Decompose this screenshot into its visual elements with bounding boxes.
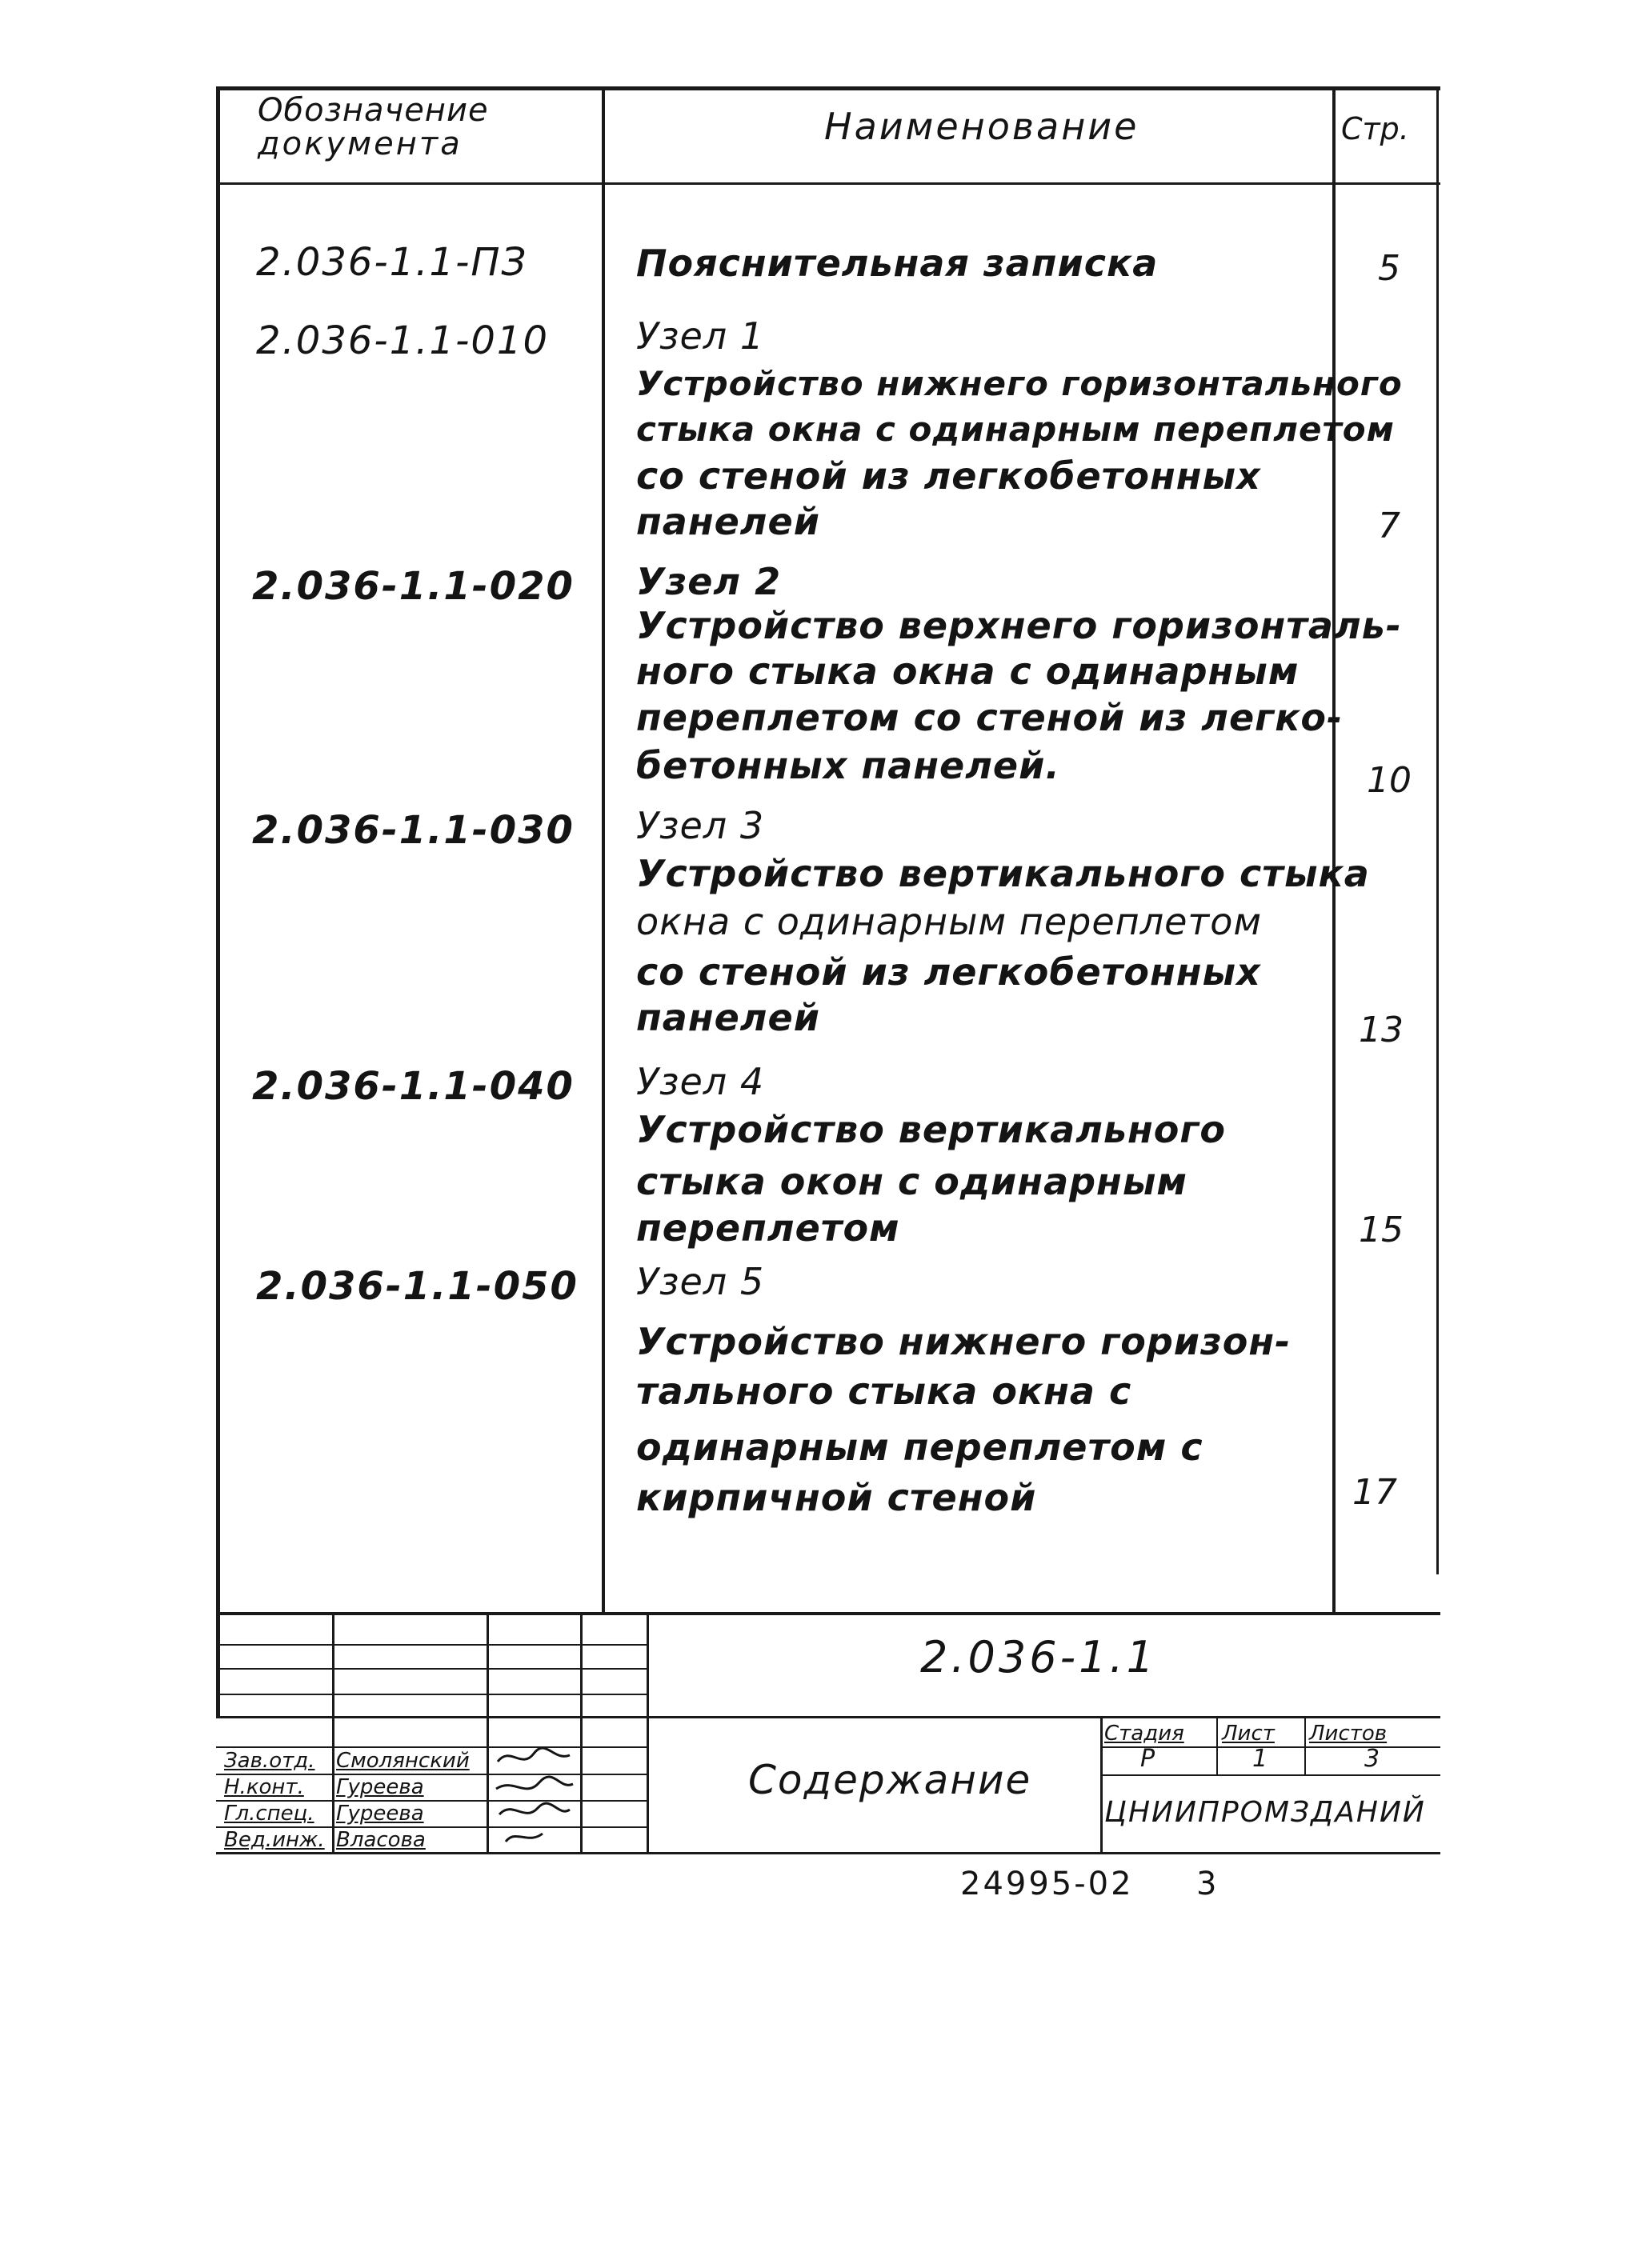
signature-grid-vline — [487, 1612, 489, 1718]
row-page-number: 7 — [1378, 506, 1400, 546]
signature-grid-hline — [216, 1668, 648, 1670]
row-description-line: со стеной из легкобетонных — [636, 950, 1261, 994]
row-page-number: 5 — [1378, 248, 1400, 289]
row-description-line: Узел 2 — [636, 560, 782, 603]
frame-right-border — [1436, 86, 1439, 1574]
frame-left-border — [216, 86, 220, 1718]
signer-name: Власова — [336, 1828, 426, 1852]
sheets-value: 3 — [1364, 1745, 1380, 1773]
row-code: 2.036-1.1-020 — [252, 564, 575, 609]
row-description-line: стыка окна с одинарным переплетом — [636, 410, 1395, 449]
signer-role: Зав.отд. — [224, 1749, 315, 1773]
signature-grid-vline — [647, 1612, 649, 1718]
row-description-line: Узел 4 — [636, 1060, 765, 1103]
row-code: 2.036-1.1-ПЗ — [256, 240, 528, 285]
row-code: 2.036-1.1-030 — [252, 808, 575, 853]
signature-grid-vline-lower — [580, 1718, 583, 1854]
document-title: Содержание — [748, 1757, 1032, 1803]
signer-role: Н.конт. — [224, 1775, 304, 1799]
header-designation-line2: документа — [258, 126, 463, 162]
row-code: 2.036-1.1-010 — [256, 318, 550, 363]
row-code: 2.036-1.1-040 — [252, 1064, 575, 1109]
title-block-bottom-border — [216, 1716, 1440, 1718]
row-description-line: тального стыка окна с — [636, 1370, 1132, 1413]
column-divider-2 — [1332, 86, 1336, 1614]
sheet-label: Лист — [1222, 1722, 1275, 1746]
title-block-top-border — [216, 1612, 1440, 1615]
stage-area-vline — [1304, 1718, 1306, 1776]
signer-name: Смолянский — [336, 1749, 470, 1773]
row-code: 2.036-1.1-050 — [256, 1264, 579, 1309]
stage-area-vline — [1216, 1718, 1218, 1776]
stage-area-left-border — [1100, 1718, 1103, 1854]
row-page-number: 13 — [1359, 1010, 1404, 1050]
row-description-line: ного стыка окна с одинарным — [636, 650, 1300, 693]
row-description-line: Устройство нижнего горизон- — [636, 1320, 1292, 1363]
row-description-line: Узел 1 — [636, 314, 765, 358]
row-description-line: панелей — [636, 500, 820, 543]
signature-grid-hline — [216, 1694, 648, 1695]
row-description-line: Пояснительная записка — [636, 242, 1159, 285]
stage-value: Р — [1140, 1745, 1155, 1773]
signer-name: Гуреева — [336, 1802, 424, 1826]
signature-grid-hline — [216, 1746, 648, 1748]
row-page-number: 17 — [1352, 1472, 1397, 1513]
header-page: Стр. — [1341, 111, 1409, 146]
row-description-line: панелей — [636, 996, 820, 1039]
row-description-line: Устройство вертикального — [636, 1108, 1226, 1151]
row-description-line: Устройство нижнего горизонтального — [636, 364, 1403, 403]
title-area-left-border — [647, 1718, 649, 1854]
signature-grid-hline — [216, 1852, 648, 1854]
signature-grid-vline-lower — [332, 1718, 334, 1854]
title-block-bottom-line — [647, 1852, 1440, 1854]
stage-area-hline — [1100, 1774, 1440, 1776]
row-description-line: переплетом со стеной из легко- — [636, 696, 1344, 739]
signer-role: Гл.спец. — [224, 1802, 314, 1826]
row-description-line: со стеной из легкобетонных — [636, 454, 1261, 498]
header-bottom-border — [218, 182, 1440, 185]
row-description-line: окна с одинарным переплетом — [636, 900, 1263, 943]
signature-scribbles — [490, 1744, 578, 1853]
row-page-number: 10 — [1367, 760, 1412, 801]
signer-name: Гуреева — [336, 1775, 424, 1799]
frame-top-border — [218, 86, 1440, 90]
signature-grid-vline — [580, 1612, 583, 1718]
column-divider-1 — [602, 86, 605, 1614]
organization-name: ЦНИИПРОМЗДАНИЙ — [1104, 1796, 1426, 1829]
document-code: 2.036-1.1 — [920, 1632, 1157, 1682]
stage-label: Стадия — [1104, 1722, 1184, 1746]
signer-role: Вед.инж. — [224, 1828, 325, 1852]
row-page-number: 15 — [1359, 1210, 1404, 1250]
row-description-line: переплетом — [636, 1206, 900, 1250]
row-description-line: кирпичной стеной — [636, 1476, 1037, 1519]
sheets-label: Листов — [1309, 1722, 1388, 1746]
header-name: Наименование — [824, 105, 1139, 148]
row-description-line: Устройство вертикального стыка — [636, 852, 1370, 895]
row-description-line: Узел 3 — [636, 804, 765, 847]
signature-grid-vline — [332, 1612, 334, 1718]
row-description-line: бетонных панелей. — [636, 744, 1060, 787]
header-designation-line1: Обозначение — [258, 92, 489, 129]
sheet-value: 1 — [1252, 1745, 1268, 1773]
signature-grid-hline — [216, 1644, 648, 1646]
signature-grid-vline-lower — [487, 1718, 489, 1854]
row-description-line: одинарным переплетом с — [636, 1426, 1203, 1469]
footer-page-number: 3 — [1196, 1866, 1217, 1902]
row-description-line: Узел 5 — [636, 1260, 765, 1303]
archive-number: 24995-02 — [960, 1866, 1134, 1902]
row-description-line: Устройство верхнего горизонталь- — [636, 604, 1402, 647]
row-description-line: стыка окон с одинарным — [636, 1160, 1188, 1203]
